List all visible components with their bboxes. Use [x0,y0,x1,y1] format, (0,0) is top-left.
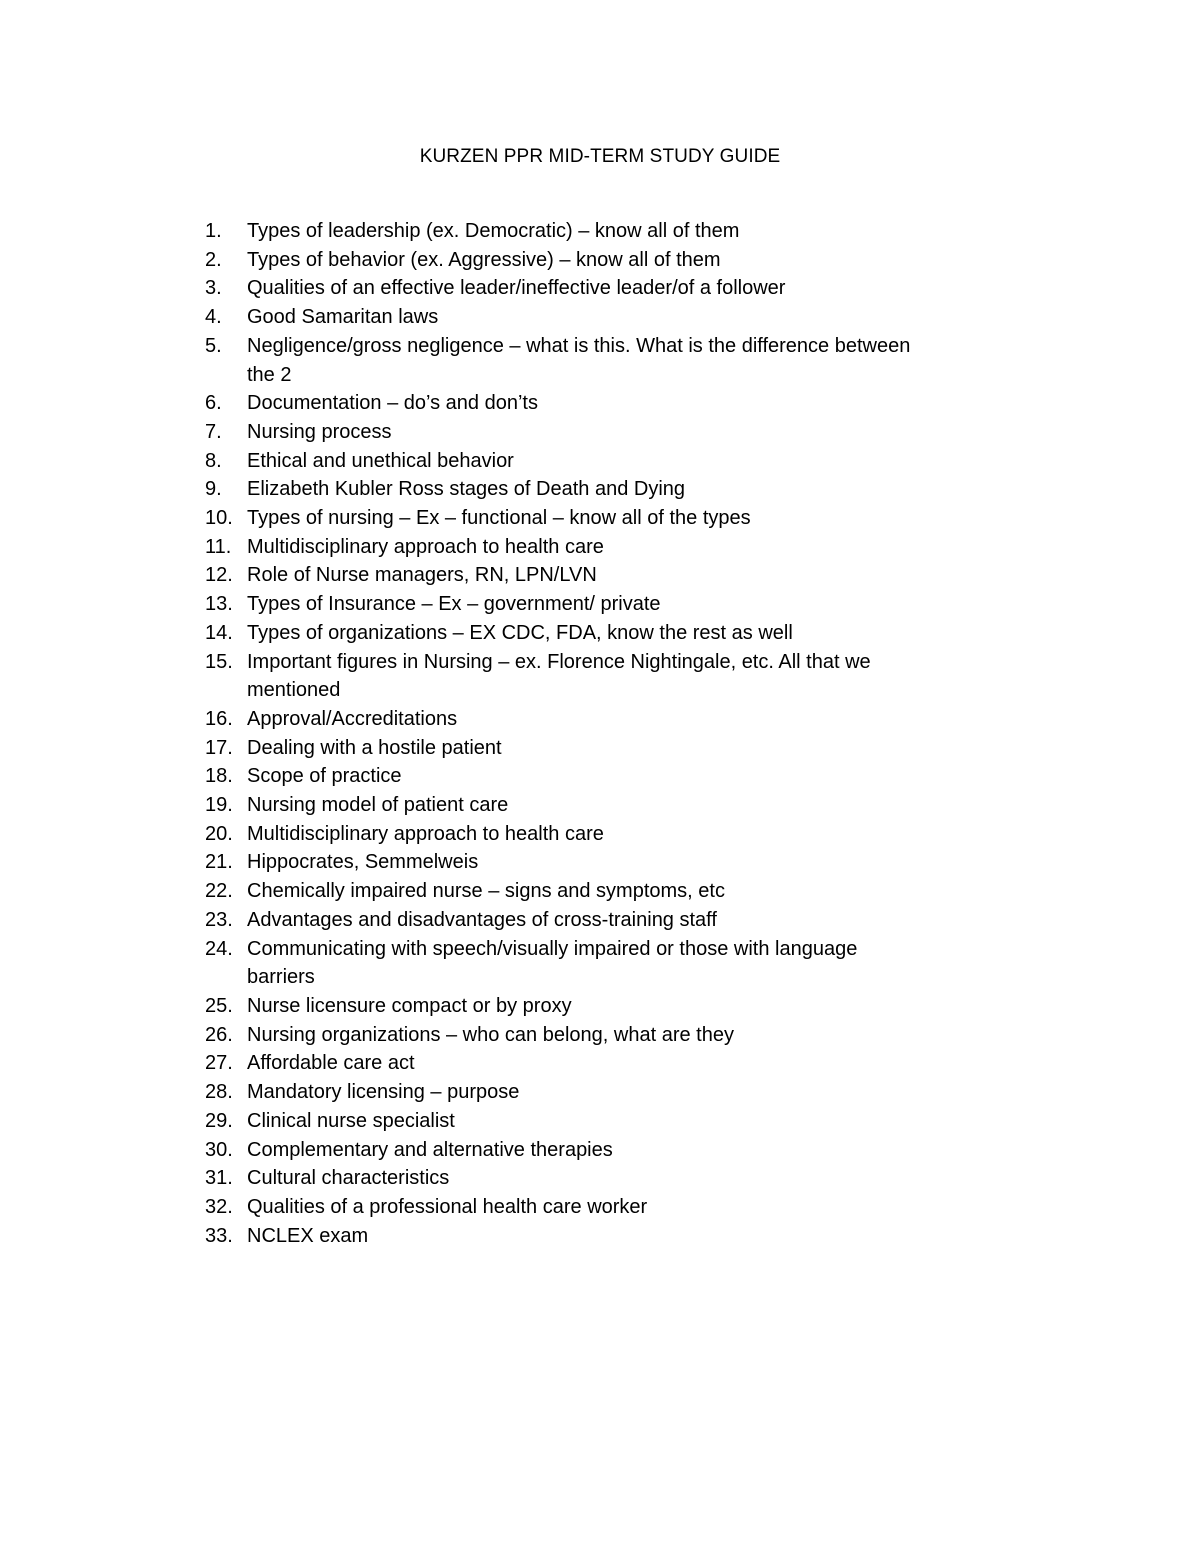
item-text: Nursing process [247,420,392,443]
item-number: 4. [205,306,222,329]
item-number: 26. [205,1023,233,1046]
list-item [205,418,1035,447]
item-text: Cultural characteristics [247,1167,450,1190]
item-text: Communicating with speech/visually impaired or those with language barriers [247,937,858,989]
item-number: 27. [205,1052,233,1075]
list-item [205,332,1035,389]
list-item [205,762,1035,791]
item-number: 2. [205,248,222,271]
item-text: Nurse licensure compact or by proxy [247,994,572,1017]
list-item [205,1164,1035,1193]
item-number: 23. [205,908,233,931]
item-number: 8. [205,449,222,472]
list-item [205,1193,1035,1222]
list-item [205,1078,1035,1107]
item-number: 16. [205,707,233,730]
item-number: 29. [205,1109,233,1132]
list-item [205,820,1035,849]
item-text: Clinical nurse specialist [247,1109,455,1132]
item-text: Role of Nurse managers, RN, LPN/LVN [247,564,597,587]
item-text: Types of organizations – EX CDC, FDA, know the rest as well [247,621,793,644]
list-item [205,791,1035,820]
item-text: Multidisciplinary approach to health care [247,535,604,558]
item-text: NCLEX exam [247,1224,369,1247]
list-item [205,1021,1035,1050]
list-item [205,217,1035,246]
item-number: 33. [205,1224,233,1247]
item-text: Dealing with a hostile patient [247,736,502,759]
list-item [205,246,1035,275]
item-text: Advantages and disadvantages of cross-training staff [247,908,717,931]
item-text: Scope of practice [247,765,402,788]
study-guide-list [205,217,1035,1250]
item-text: Types of leadership (ex. Democratic) – know all of them [247,220,740,242]
item-text: Important figures in Nursing – ex. Florence Nightingale, etc. All that we mentioned [247,650,871,702]
item-text: Types of behavior (ex. Aggressive) – know all of them [247,248,721,271]
item-number: 11. [205,535,232,558]
item-number: 24. [205,937,233,960]
list-item [205,1222,1035,1251]
list-item [205,303,1035,332]
item-number: 7. [205,420,222,443]
item-number: 18. [205,765,233,788]
item-text: Multidisciplinary approach to health care [247,822,604,845]
list-item [205,475,1035,504]
item-text: Complementary and alternative therapies [247,1138,613,1161]
item-text: Chemically impaired nurse – signs and symptoms, etc [247,880,725,903]
item-number: 6. [205,392,222,415]
list-item [205,992,1035,1021]
list-item [205,619,1035,648]
item-text: Mandatory licensing – purpose [247,1081,520,1104]
item-number: 3. [205,277,222,300]
list-item [205,561,1035,590]
item-number: 15. [205,650,233,673]
item-text: Qualities of a professional health care worker [247,1195,648,1218]
list-item [205,533,1035,562]
list-item [205,848,1035,877]
item-text: Nursing organizations – who can belong, what are they [247,1023,734,1046]
item-text: Types of nursing – Ex – functional – know all of the types [247,507,751,530]
item-number: 21. [205,851,233,874]
list-item [205,877,1035,906]
list-item [205,504,1035,533]
item-number: 28. [205,1081,233,1104]
list-item [205,590,1035,619]
item-text: Qualities of an effective leader/ineffective leader/of a follower [247,277,786,300]
item-number: 30. [205,1138,233,1161]
item-number: 13. [205,593,233,616]
item-text: Good Samaritan laws [247,306,439,329]
item-number: 10. [205,507,233,530]
list-item [205,274,1035,303]
item-text: Hippocrates, Semmelweis [247,851,479,874]
item-number: 22. [205,880,233,903]
list-item [205,734,1035,763]
item-text: Affordable care act [247,1052,415,1075]
list-item [205,648,1035,705]
item-text: Negligence/gross negligence – what is this. What is the difference between the 2 [247,334,911,386]
item-number: 31. [205,1167,233,1190]
item-text: Nursing model of patient care [247,794,509,817]
item-text: Types of Insurance – Ex – government/ private [247,593,661,616]
list-item [205,935,1035,992]
list-item [205,389,1035,418]
document-title: KURZEN PPR MID-TERM STUDY GUIDE [419,146,781,167]
item-number: 1. [205,220,222,242]
list-item [205,705,1035,734]
item-number: 32. [205,1195,233,1218]
item-text: Approval/Accreditations [247,707,458,730]
item-number: 5. [205,334,222,357]
item-number: 20. [205,822,233,845]
list-item [205,1136,1035,1165]
item-text: Ethical and unethical behavior [247,449,514,472]
list-item [205,1049,1035,1078]
item-text: Elizabeth Kubler Ross stages of Death and Dying [247,478,686,501]
item-text: Documentation – do’s and don’ts [247,392,538,415]
item-number: 14. [205,621,233,644]
item-number: 9. [205,478,222,501]
item-number: 12. [205,564,233,587]
item-number: 25. [205,994,233,1017]
list-item [205,906,1035,935]
list-item [205,1107,1035,1136]
item-number: 19. [205,794,233,817]
list-item [205,447,1035,476]
item-number: 17. [205,736,233,759]
